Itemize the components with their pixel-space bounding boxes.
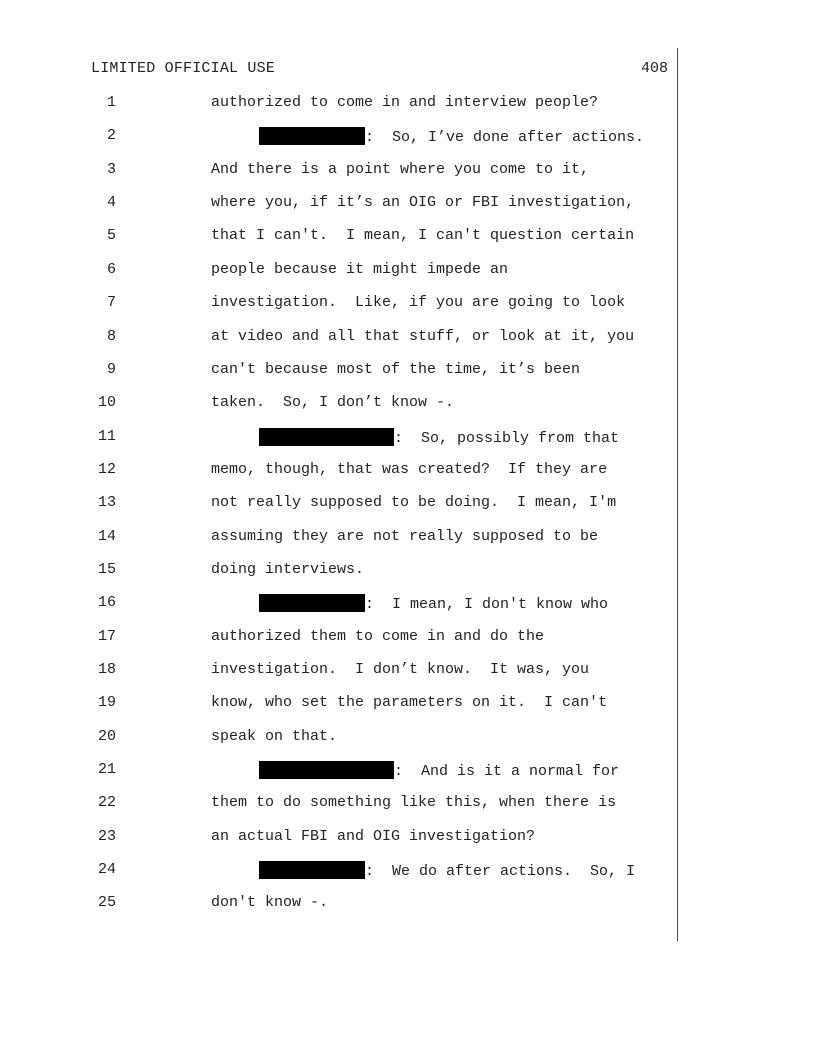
speaker-line [259, 127, 644, 146]
speaker-line [259, 861, 635, 880]
transcript-line [0, 761, 816, 781]
line-number: 23 [97, 827, 116, 845]
redacted-speaker-name [259, 761, 394, 779]
line-text: at video and all that stuff, or look at it, you [211, 327, 635, 345]
transcript-line [0, 428, 816, 448]
line-number: 3 [106, 160, 116, 178]
transcript-line [0, 194, 816, 214]
speaker-statement: : We do after actions. So, I [365, 863, 636, 881]
classification-marking: LIMITED OFFICIAL USE [91, 60, 276, 77]
transcript-line [0, 728, 816, 748]
transcript-line [0, 828, 816, 848]
line-number: 10 [97, 394, 116, 412]
line-number: 17 [97, 627, 116, 645]
redacted-speaker-name [259, 594, 365, 612]
line-number: 16 [97, 594, 116, 612]
transcript-line [0, 394, 816, 414]
speaker-statement: : I mean, I don't know who [365, 596, 609, 614]
transcript-line [0, 794, 816, 814]
transcript-line [0, 561, 816, 581]
line-number: 20 [97, 727, 116, 745]
line-text: that I can't. I mean, I can't question certain [211, 227, 635, 245]
transcript-line [0, 294, 816, 314]
redacted-speaker-name [259, 861, 365, 879]
line-number: 14 [97, 527, 116, 545]
line-number: 4 [106, 194, 116, 212]
line-text: And there is a point where you come to it, [211, 160, 590, 178]
line-number: 5 [106, 227, 116, 245]
line-number: 13 [97, 494, 116, 512]
line-number: 18 [97, 661, 116, 678]
line-text: people because it might impede an [211, 260, 509, 278]
line-number: 22 [97, 794, 116, 812]
line-text: investigation. I don’t know. It was, you [211, 661, 590, 678]
line-number: 19 [97, 694, 116, 712]
speaker-statement: : So, I’ve done after actions. [365, 129, 645, 147]
page-number: 408 [640, 60, 668, 77]
line-text: don't know -. [211, 894, 329, 912]
line-number: 11 [97, 427, 116, 445]
transcript-line [0, 528, 816, 548]
line-number: 1 [106, 94, 116, 111]
line-text: assuming they are not really supposed to be [211, 527, 599, 545]
line-text: an actual FBI and OIG investigation? [211, 827, 536, 845]
line-number: 24 [97, 861, 116, 879]
transcript-line [0, 227, 816, 247]
redacted-speaker-name [259, 428, 394, 446]
line-text: investigation. Like, if you are going to look [211, 294, 626, 312]
line-text: authorized them to come in and do the [211, 627, 545, 645]
transcript-line [0, 161, 816, 181]
line-text: doing interviews. [211, 560, 365, 578]
redacted-speaker-name [259, 127, 365, 145]
transcript-line [0, 261, 816, 281]
line-text: can't because most of the time, it’s been [211, 360, 581, 378]
line-number: 8 [106, 327, 116, 345]
transcript-line [0, 594, 816, 614]
transcript-line [0, 94, 816, 114]
speaker-statement: : So, possibly from that [394, 429, 620, 447]
transcript-line [0, 127, 816, 147]
transcript-line [0, 361, 816, 381]
speaker-line [259, 594, 608, 613]
line-number: 9 [106, 360, 116, 378]
transcript-line [0, 628, 816, 648]
page-header [91, 60, 668, 80]
line-number: 15 [97, 560, 116, 578]
line-text: not really supposed to be doing. I mean, I'm [211, 494, 617, 512]
transcript-line [0, 861, 816, 881]
line-text: authorized to come in and interview people? [211, 94, 599, 111]
line-number: 2 [106, 127, 116, 145]
transcript-line [0, 894, 816, 914]
line-number: 12 [97, 460, 116, 478]
speaker-statement: : And is it a normal for [394, 763, 620, 780]
speaker-line [259, 428, 619, 447]
line-text: speak on that. [211, 727, 338, 745]
line-number: 25 [97, 894, 116, 912]
transcript-line [0, 461, 816, 481]
speaker-line [259, 761, 619, 780]
transcript-line [0, 328, 816, 348]
line-text: taken. So, I don’t know -. [211, 394, 455, 412]
line-text: where you, if it’s an OIG or FBI investigation, [211, 194, 635, 212]
transcript-line [0, 494, 816, 514]
line-number: 7 [106, 294, 116, 312]
line-text: them to do something like this, when there is [211, 794, 617, 812]
transcript-line [0, 694, 816, 714]
line-text: know, who set the parameters on it. I can't [211, 694, 608, 712]
line-text: memo, though, that was created? If they are [211, 460, 608, 478]
line-number: 21 [97, 761, 116, 778]
line-number: 6 [106, 260, 116, 278]
transcript-line [0, 661, 816, 681]
